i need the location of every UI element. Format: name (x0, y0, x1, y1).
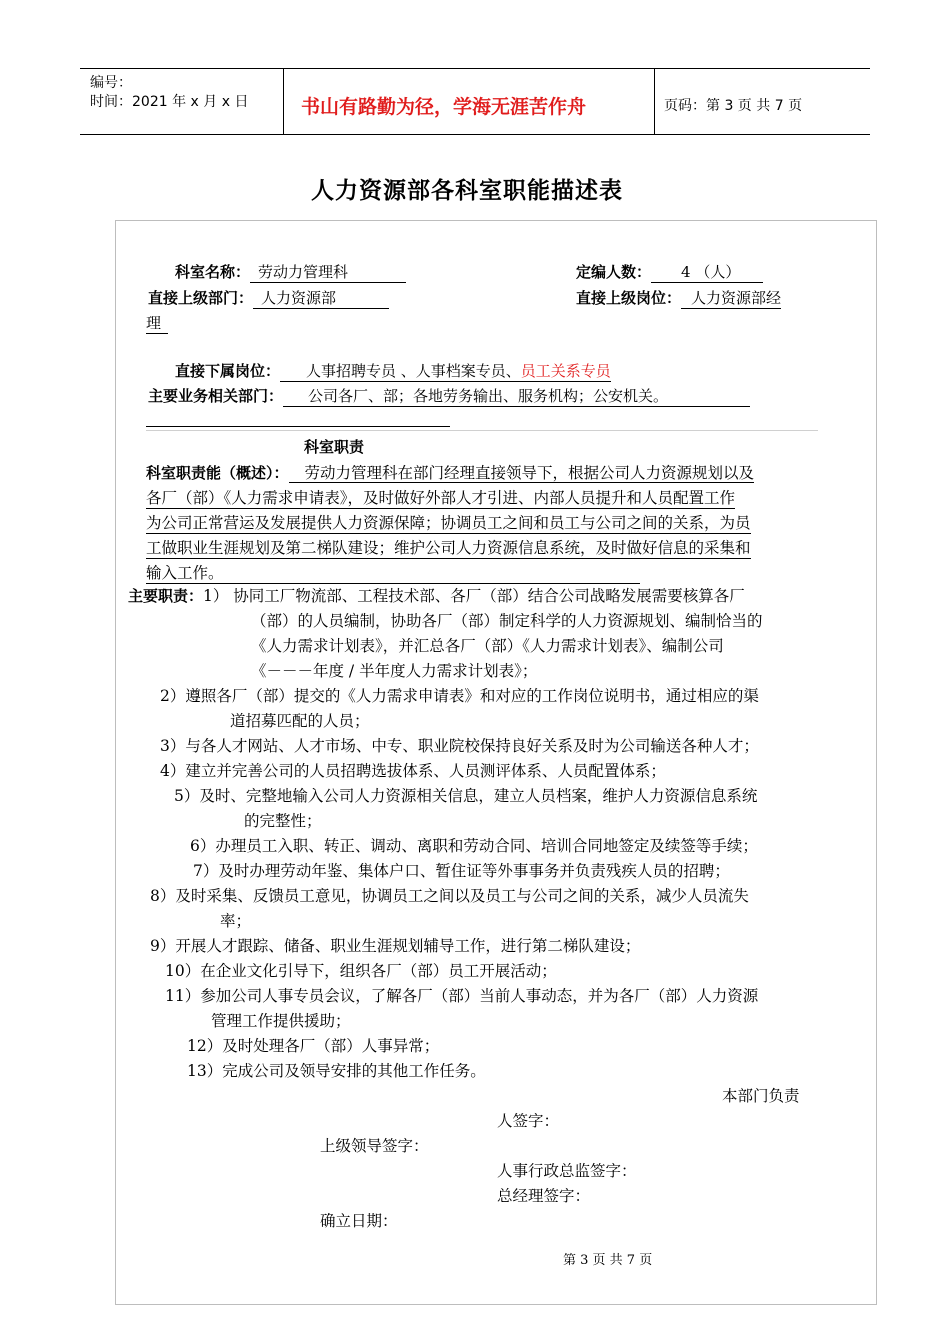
superior-post-value-cont (146, 312, 168, 334)
office-name-value: 劳动力管理科 (250, 261, 406, 283)
duty-line-9: 5）及时、完整地输入公司人力资源相关信息，建立人员档案，维护人力资源信息系统 (174, 787, 758, 805)
document-title: 人力资源部各科室职能描述表 (311, 178, 623, 204)
superior-dept-label: 直接上级部门： (148, 289, 254, 307)
superior-post-row (576, 287, 781, 309)
duty-line-20: 13）完成公司及领导安排的其他工作任务。 (187, 1062, 486, 1080)
staff-count-value: 4 （人） (651, 261, 763, 283)
superior-post-value-line2: 理 (146, 312, 168, 334)
separator-rule-light (146, 430, 818, 431)
header-divider-left (283, 68, 284, 135)
superior-dept-row (148, 287, 389, 309)
subordinate-value-highlight: 员工关系专员 (520, 362, 611, 380)
gm-signature-label: 总经理签字： (497, 1187, 591, 1205)
header-bottom-rule (80, 134, 870, 135)
superior-post-value: 人力资源部经 (681, 287, 781, 309)
office-name-label: 科室名称： (175, 263, 251, 281)
overview-line-4: 工做职业生涯规划及第二梯队建设；维护公司人力资源信息系统，及时做好信息的采集和 (146, 536, 751, 559)
overview-line-2: 各厂（部）《人力需求申请表》，及时做好外部人才引进、内部人员提升和人员配置工作 (146, 486, 735, 509)
duty-line-2: （部）的人员编制，协助各厂（部）制定科学的人力资源规划、编制恰当的 (251, 612, 763, 630)
page-footer: 第 3 页 共 7 页 (563, 1253, 653, 1268)
dept-head-signature-label: 本部门负责 (722, 1087, 800, 1105)
duty-line-15: 9）开展人才跟踪、储备、职业生涯规划辅导工作，进行第二梯队建设； (150, 937, 641, 955)
overview-label: 科室职责能（概述）： (146, 464, 289, 482)
header-time: 时间：2021 年 x 月 x 日 (90, 94, 249, 110)
duty-line-16: 10）在企业文化引导下，组织各厂（部）员工开展活动； (165, 962, 557, 980)
duty-line-17: 11）参加公司人事专员会议，了解各厂（部）当前人事动态，并为各厂（部）人力资源 (165, 987, 759, 1005)
staff-count-label: 定编人数： (576, 263, 652, 281)
duty-line-14: 率； (220, 912, 252, 930)
overview-line-3: 为公司正常营运及发展提供人力资源保障；协调员工之间和员工与公司之间的关系，为员 (146, 511, 751, 534)
duty-line-5: 2）遵照各厂（部）提交的《人力需求申请表》和对应的工作岗位说明书，通过相应的渠 (160, 687, 759, 705)
office-name-row (175, 261, 406, 283)
duties-label: 主要职责： (128, 587, 204, 605)
superior-signature-label: 上级领导签字： (320, 1137, 429, 1155)
duty-line-8: 4）建立并完善公司的人员招聘选拔体系、人员测评体系、人员配置体系； (160, 762, 666, 780)
duty-line-1 (128, 584, 745, 606)
duty-line-4: 《－－－年度 / 半年度人力需求计划表》； (251, 662, 538, 680)
duty-line-13: 8）及时采集、反馈员工意见，协调员工之间以及员工与公司之间的关系，减少人员流失 (150, 887, 749, 905)
section-title: 科室职责 (304, 438, 365, 456)
separator-rule (146, 426, 450, 427)
subordinate-value-wrap (280, 360, 611, 382)
related-dept-value: 公司各厂、部；各地劳务输出、服务机构；公安机关。 (283, 385, 750, 407)
header-divider-right (654, 68, 655, 135)
subordinate-label: 直接下属岗位： (175, 362, 281, 380)
subordinate-row (175, 360, 611, 382)
overview-line-5: 输入工作。 (146, 561, 640, 584)
overview-line-1 (146, 461, 754, 483)
duty-line-18: 管理工作提供援助； (211, 1012, 351, 1030)
staff-count-row (576, 261, 763, 283)
header-motto: 书山有路勤为径，学海无涯苦作舟 (301, 96, 587, 118)
overview-text: 劳动力管理科在部门经理直接领导下，根据公司人力资源规划以及 (289, 464, 755, 483)
header-page-info: 页码：第 3 页 共 7 页 (664, 98, 803, 114)
related-dept-label: 主要业务相关部门： (148, 387, 284, 405)
header-number: 编号： (90, 75, 132, 91)
duty-line-11: 6）办理员工入职、转正、调动、离职和劳动合同、培训合同地签定及续签等手续； (190, 837, 758, 855)
superior-dept-value: 人力资源部 (253, 287, 389, 309)
subordinate-value: 人事招聘专员 、人事档案专员、 (306, 362, 521, 380)
duty-line-6: 道招募匹配的人员； (230, 712, 370, 730)
duty-line-12: 7）及时办理劳动年鉴、集体户口、暂住证等外事事务并负责残疾人员的招聘； (193, 862, 730, 880)
establish-date-label: 确立日期： (320, 1212, 398, 1230)
dept-head-signature-label-cont: 人签字： (497, 1112, 560, 1130)
superior-post-label: 直接上级岗位： (576, 289, 682, 307)
hr-director-signature-label: 人事行政总监签字： (497, 1162, 637, 1180)
header-top-rule (80, 68, 870, 69)
duty-line-7: 3）与各人才网站、人才市场、中专、职业院校保持良好关系及时为公司输送各种人才； (160, 737, 759, 755)
duty-line-19: 12）及时处理各厂（部）人事异常； (187, 1037, 440, 1055)
related-dept-row (148, 385, 750, 407)
duty-line-10: 的完整性； (244, 812, 322, 830)
duty-line-3: 《人力需求计划表》，并汇总各厂（部）《人力需求计划表》、编制公司 (251, 637, 724, 655)
duty-text: 1） 协同工厂物流部、工程技术部、各厂（部）结合公司战略发展需要核算各厂 (203, 587, 745, 605)
